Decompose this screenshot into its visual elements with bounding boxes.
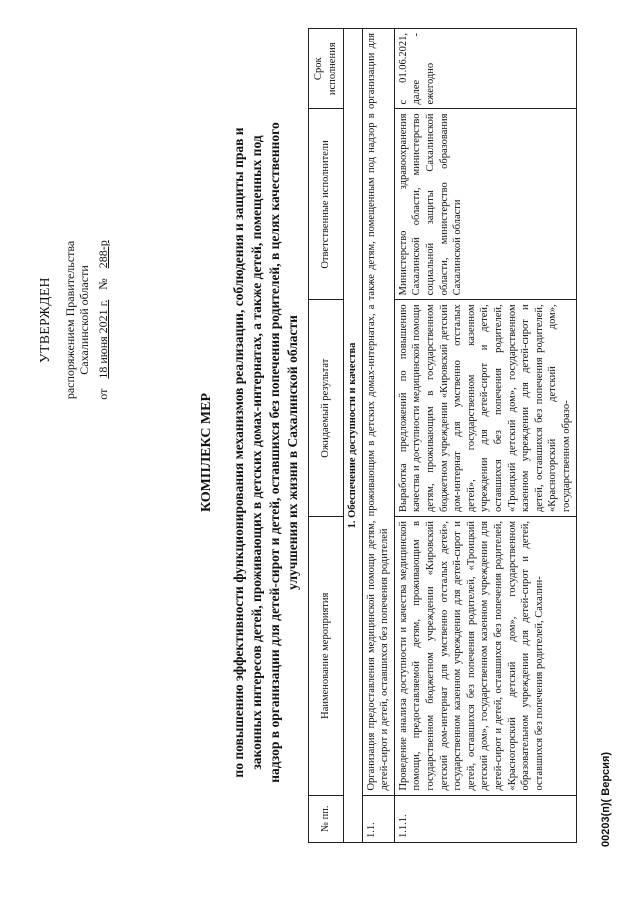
- approval-line-2: Сахалинской области: [77, 265, 91, 375]
- title-line-1: по повышению эффективности функционирования механизмов реализации, соблюдения и защиты прав и: [231, 127, 246, 778]
- table-header-row: [309, 29, 344, 843]
- section-title: 1. Обеспечение доступности и качества: [344, 29, 363, 843]
- measures-table: [308, 28, 577, 843]
- header-executors: Ответственные исполнители: [309, 109, 344, 300]
- header-number: № пп.: [309, 795, 344, 842]
- row-activity: Проведение анализа доступности и качества медицинской помощи, предоставляемой детям, проживающим в государственном бюджетном учреждении «Кировский детский дом-интернат для умственно отсталых детей», государственном казенном учреждении для детей-сирот и детей, оставшихся без попечения родителей, «Троицкий детский дом», государственном казенном учреждении для детей-сирот и детей, оставшихся без попечения родителей, «Красногорский детский дом», государственном образовательном учреждении для детей-сирот и детей, оставшихся без попечения родителей, Сахалин-: [394, 517, 576, 796]
- title-line-2: законных интересов детей, проживающих в детских домах-интернатах, а также детей, помещенных под: [249, 135, 264, 770]
- row-executors: Министерство здравоохранения Сахалинской области, министерство социальной защиты Сахалинской области, министерство образования Сахалинской области: [394, 109, 576, 300]
- row-number: 1.1.1.: [394, 795, 576, 842]
- header-deadline: Срок исполнения: [309, 29, 344, 110]
- row-text: Организация предоставления медицинской помощи детям, проживающим в детских домах-интернатах, а также детям, помещенным под надзор в организации для детей-сирот и детей, оставшихся без попечения родителей: [362, 29, 394, 796]
- header-result: Ожидаемый результат: [309, 300, 344, 517]
- approval-from: от: [95, 388, 110, 400]
- table-row: [362, 29, 394, 843]
- approval-date-line: [96, 155, 111, 485]
- row-result: Выработка предложений по повышению качества и доступности медицинской помощи детям, проживающим в государственном бюджетном учреждении «Кировский детский дом-интернат для умственно отсталых детей», государственном казенном учреждении для детей-сирот и детей, оставшихся без попечения родителей, «Троицкий детский дом», государственном казенном учреждении для детей-сирот и детей, оставшихся без попечения родителей, «Красногорский детский дом», государственном образо-: [394, 300, 576, 517]
- approval-block: [38, 155, 110, 485]
- approval-date: 18 июня 2021 г.: [95, 299, 110, 379]
- document-title: [198, 20, 302, 885]
- row-number: 1.1.: [362, 795, 394, 842]
- section-row: [344, 29, 363, 843]
- footer-stamp: 00203(п)( Версия): [600, 751, 612, 847]
- approval-heading: УТВЕРЖДЕН: [37, 277, 52, 363]
- header-activity: Наименование мероприятия: [309, 517, 344, 796]
- table-row: [394, 29, 576, 843]
- approval-number-sign: №: [95, 278, 110, 290]
- approval-line-1: распоряжением Правительства: [62, 240, 77, 400]
- title-main: КОМПЛЕКС МЕР: [199, 392, 214, 513]
- title-line-3: надзор в организации для детей-сирот и детей, оставшихся без попечения родителей, в целях качественного: [267, 122, 282, 783]
- row-deadline: с 01.06.2021, далее - ежегодно: [394, 29, 576, 110]
- title-line-4: улучшения их жизни в Сахалинской области: [285, 315, 300, 590]
- approval-number: 288-р: [95, 240, 110, 269]
